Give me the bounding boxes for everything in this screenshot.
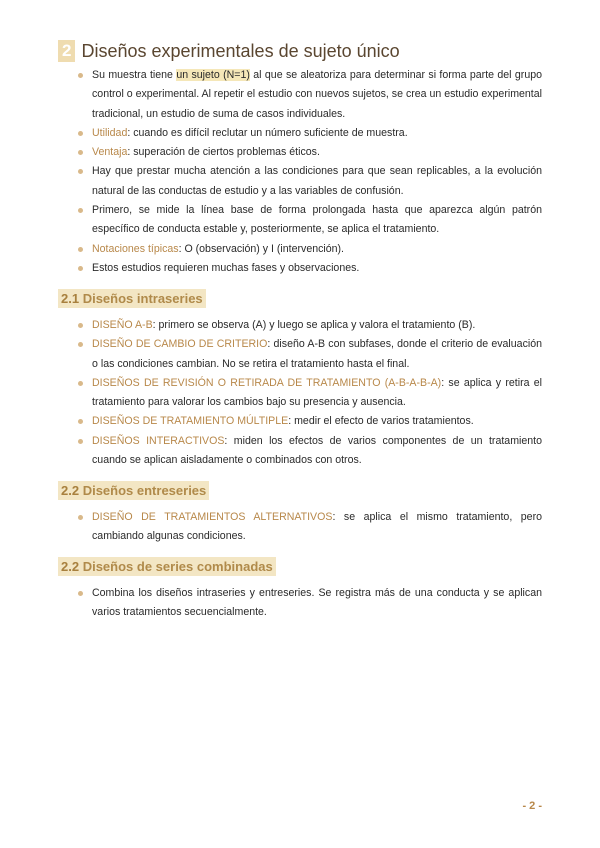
list-item: Notaciones típicas: O (observación) y I (intervención). (78, 240, 542, 259)
subsection-heading-entreseries (58, 481, 209, 500)
bullet-icon (78, 150, 83, 155)
section-number: 2 (58, 40, 75, 62)
entreseries-list (78, 508, 542, 547)
list-item: Ventaja: superación de ciertos problemas éticos. (78, 143, 542, 162)
bullet-icon (78, 266, 83, 271)
item-keyword: DISEÑOS DE REVISIÓN O RETIRADA DE TRATAMIENTO (A-B-A-B-A) (92, 376, 442, 389)
combinadas-list (78, 584, 542, 623)
bullet-icon (78, 323, 83, 328)
list-item: Utilidad: cuando es difícil reclutar un número suficiente de muestra. (78, 124, 542, 143)
list-item: Estos estudios requieren muchas fases y observaciones. (78, 259, 542, 278)
item-keyword: Ventaja (92, 146, 128, 159)
bullet-icon (78, 439, 83, 444)
list-item: DISEÑO A-B: primero se observa (A) y luego se aplica y valora el tratamiento (B). (78, 316, 542, 335)
list-item: DISEÑOS DE TRATAMIENTO MÚLTIPLE: medir el efecto de varios tratamientos. (78, 412, 542, 431)
subsection-title: Diseños de series combinadas (82, 559, 273, 574)
page-number: - 2 - (522, 800, 542, 812)
subsection-number: 2.1 (61, 291, 80, 306)
bullet-icon (78, 591, 83, 596)
intraseries-list (78, 316, 542, 470)
subsection-title: Diseños intraseries (82, 291, 203, 306)
bullet-icon (78, 381, 83, 386)
bullet-icon (78, 515, 83, 520)
item-keyword: DISEÑOS DE TRATAMIENTO MÚLTIPLE (92, 415, 289, 428)
item-keyword: DISEÑO DE CAMBIO DE CRITERIO (92, 338, 268, 351)
subsection-heading-combinadas (58, 557, 276, 576)
bullet-icon (78, 131, 83, 136)
intro-list (78, 66, 542, 278)
subsection-number: 2.2 (61, 483, 80, 498)
highlighted-text: un sujeto (N=1) (176, 69, 250, 81)
section-title: Diseños experimentales de sujeto único (81, 41, 400, 61)
list-item: DISEÑOS DE REVISIÓN O RETIRADA DE TRATAMIENTO (A-B-A-B-A): se aplica y retira el tratamiento para valorar los cambios bajo su presencia y ausencia. (78, 374, 542, 413)
list-item: Su muestra tiene un sujeto (N=1) al que se aleatoriza para determinar si forma parte del grupo control o experimental. Al repetir el estudio con nuevos sujetos, se crea un estudio experimental tradicional, un estudio de suma de casos individuales. (78, 66, 542, 124)
list-item: DISEÑOS INTERACTIVOS: miden los efectos de varios componentes de un tratamiento cuando se aplican aisladamente o combinados con otros. (78, 432, 542, 471)
bullet-icon (78, 73, 83, 78)
bullet-icon (78, 169, 83, 174)
section-heading (58, 40, 400, 62)
item-keyword: DISEÑOS INTERACTIVOS (92, 434, 225, 447)
item-keyword: Notaciones típicas (92, 242, 179, 255)
list-item: DISEÑO DE CAMBIO DE CRITERIO: diseño A-B con subfases, donde el criterio de evaluación o las condiciones cambian. No se retira el tratamiento hasta el final. (78, 335, 542, 374)
item-keyword: DISEÑO DE TRATAMIENTOS ALTERNATIVOS (92, 511, 333, 523)
item-keyword: DISEÑO A-B (92, 319, 153, 331)
bullet-icon (78, 342, 83, 347)
subsection-title: Diseños entreseries (82, 483, 207, 498)
subsection-heading-intraseries (58, 289, 206, 308)
bullet-icon (78, 247, 83, 252)
list-item: Hay que prestar mucha atención a las condiciones para que sean replicables, a la evolución natural de las conductas de estudio y a las variables de confusión. (78, 162, 542, 201)
bullet-icon (78, 419, 83, 424)
list-item: Combina los diseños intraseries y entreseries. Se registra más de una conducta y se aplican varios tratamientos secuencialmente. (78, 584, 542, 623)
bullet-icon (78, 208, 83, 213)
item-keyword: Utilidad (92, 126, 128, 139)
list-item: DISEÑO DE TRATAMIENTOS ALTERNATIVOS: se aplica el mismo tratamiento, pero cambiando algunas condiciones. (78, 508, 542, 547)
subsection-number: 2.2 (61, 559, 80, 574)
list-item: Primero, se mide la línea base de forma prolongada hasta que aparezca algún patrón específico de conducta estable y, posteriormente, se aplica el tratamiento. (78, 201, 542, 240)
